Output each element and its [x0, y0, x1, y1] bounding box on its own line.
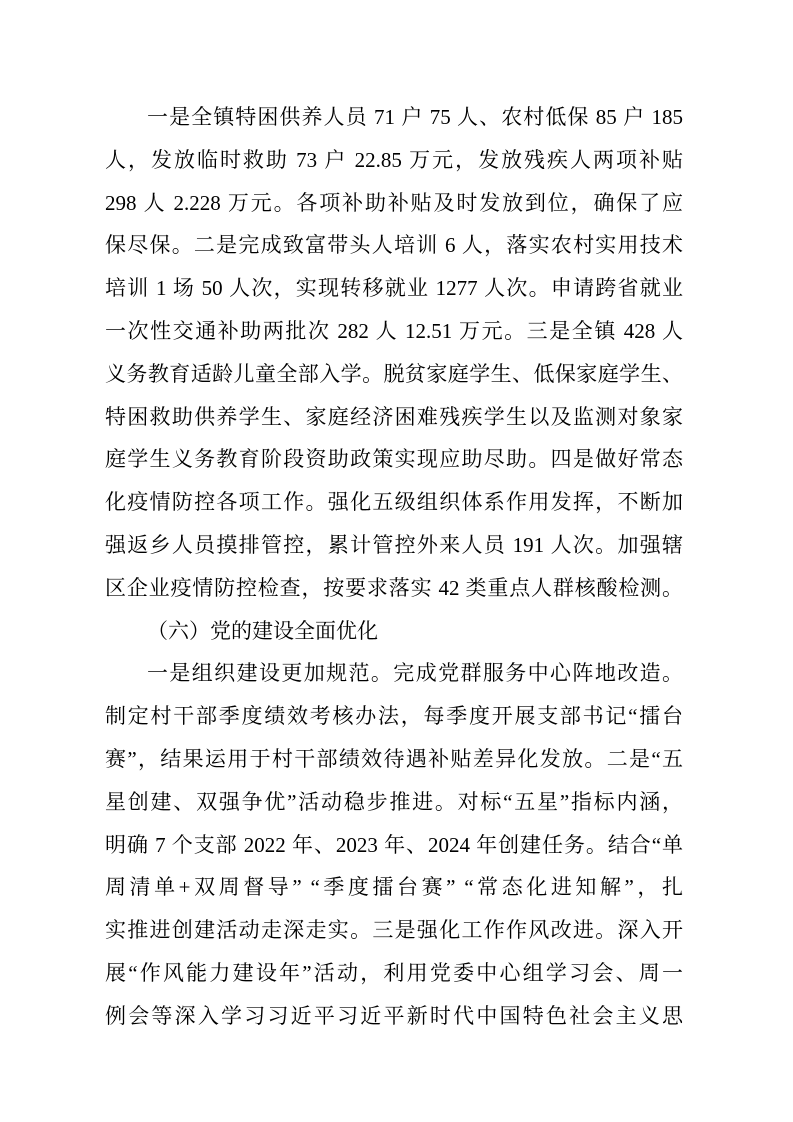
text-line: 星创建、双强争优”活动稳步推进。对标“五星”指标内涵， — [105, 789, 683, 814]
text-line: 区企业疫情防控检查，按要求落实 42 类重点人群核酸检测。 — [105, 575, 683, 600]
text-line: 人，发放临时救助 73 户 22.85 万元，发放残疾人两项补贴 — [105, 147, 683, 172]
text-line: 展“作风能力建设年”活动，利用党委中心组学习会、周一 — [105, 960, 683, 985]
heading-section-six-party-building — [105, 610, 683, 653]
document-text-block — [105, 96, 683, 1038]
text-line: 化疫情防控各项工作。强化五级组织体系作用发挥，不断加 — [105, 490, 683, 515]
text-line: 特困救助供养学生、家庭经济困难残疾学生以及监测对象家 — [105, 404, 683, 429]
text-line: 培训 1 场 50 人次，实现转移就业 1277 人次。申请跨省就业 — [105, 276, 683, 301]
text-line: 明确 7 个支部 2022 年、2023 年、2024 年创建任务。结合“单 — [105, 832, 683, 857]
text-line: 赛”，结果运用于村干部绩效待遇补贴差异化发放。二是“五 — [105, 746, 683, 771]
paragraph-party-building-details — [105, 652, 683, 1037]
text-line: 一次性交通补助两批次 282 人 12.51 万元。三是全镇 428 人 — [105, 318, 683, 343]
text-line: 实推进创建活动走深走实。三是强化工作作风改进。深入开 — [105, 918, 683, 943]
text-line: 庭学生义务教育阶段资助政策实现应助尽助。四是做好常态 — [105, 447, 683, 472]
text-line: 周清单+双周督导” “季度擂台赛” “常态化进知解”，扎 — [105, 875, 683, 900]
text-line: 例会等深入学习习近平习近平新时代中国特色社会主义思 — [105, 1003, 683, 1028]
text-line: 强返乡人员摸排管控，累计管控外来人员 191 人次。加强辖 — [105, 532, 683, 557]
text-line: 保尽保。二是完成致富带头人培训 6 人，落实农村实用技术 — [105, 233, 683, 258]
text-line: 298 人 2.228 万元。各项补助补贴及时发放到位，确保了应 — [105, 190, 683, 215]
text-line: 一是全镇特困供养人员 71 户 75 人、农村低保 85 户 185 — [147, 105, 683, 129]
text-line: 制定村干部季度绩效考核办法，每季度开展支部书记“擂台 — [105, 704, 683, 729]
text-line: 义务教育适龄儿童全部入学。脱贫家庭学生、低保家庭学生、 — [105, 361, 683, 386]
paragraph-social-welfare — [105, 96, 683, 610]
text-line: 一是组织建设更加规范。完成党群服务中心阵地改造。 — [147, 661, 683, 686]
text-line: （六）党的建设全面优化 — [147, 618, 378, 643]
